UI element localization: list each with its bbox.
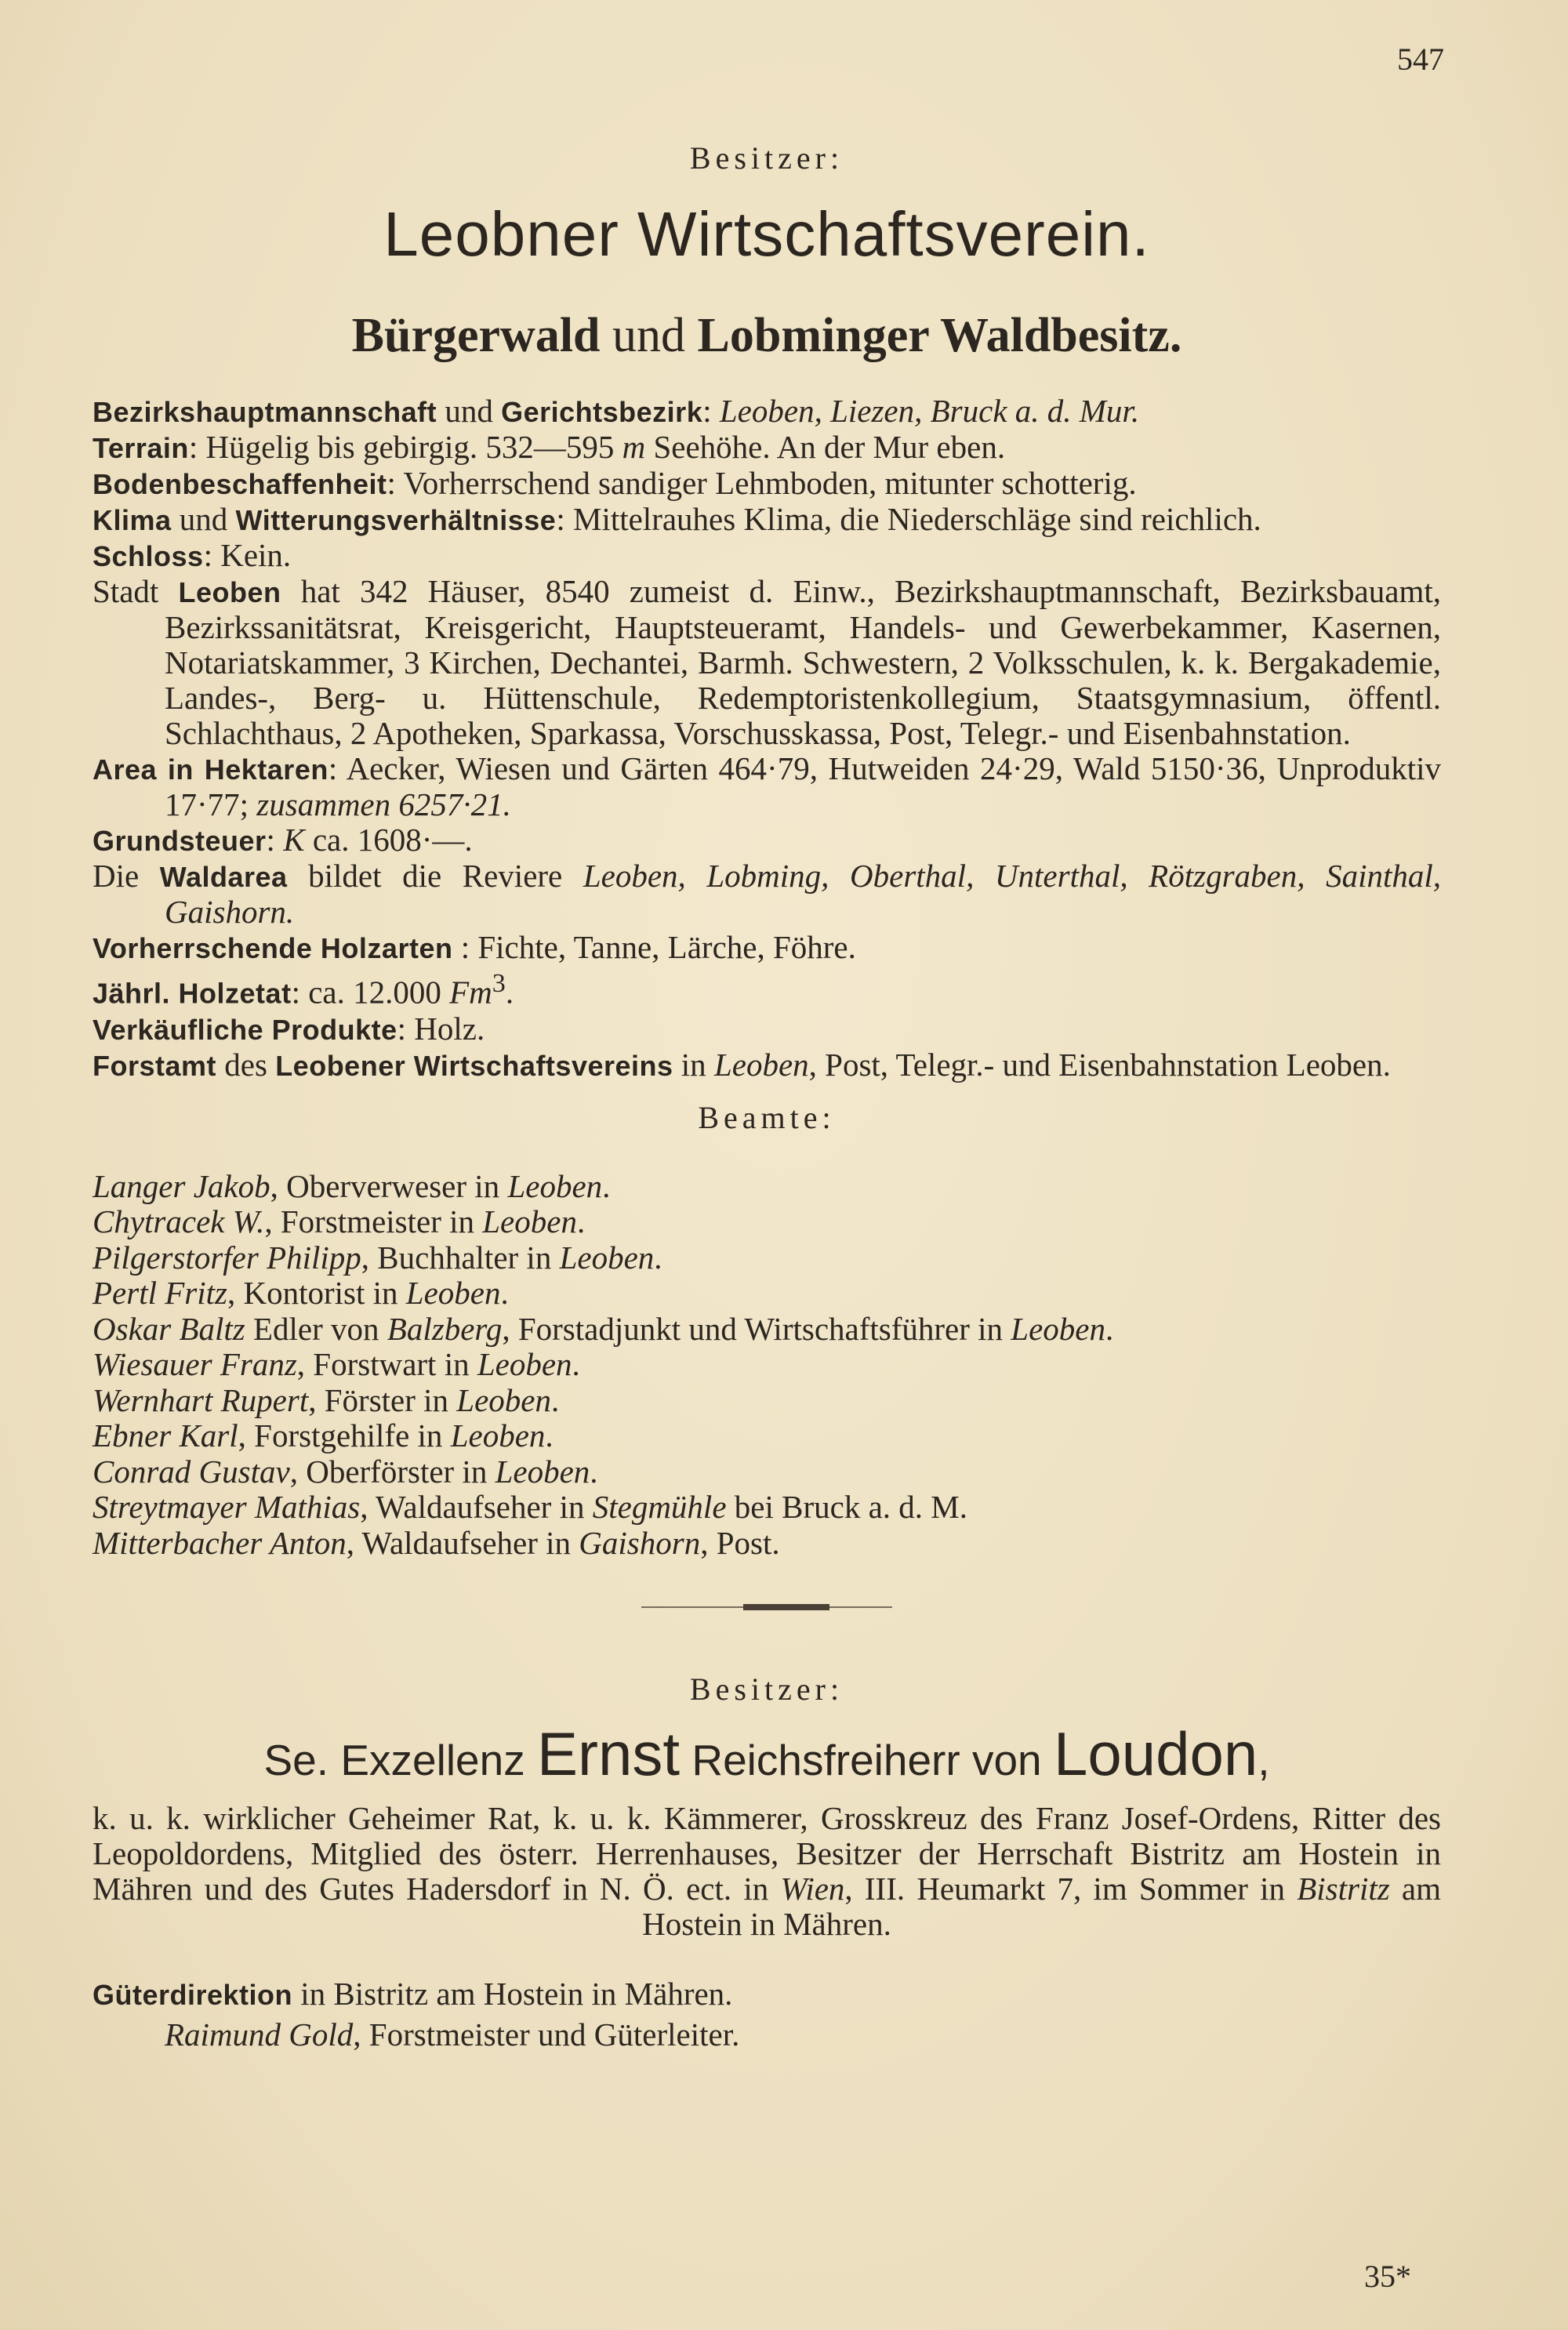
forstamt-place: Leoben	[713, 1046, 809, 1083]
staff-place: Leoben	[507, 1167, 603, 1204]
staff-place: Leoben	[482, 1203, 577, 1240]
holzarten-entry	[93, 930, 1441, 966]
staff-name: Pertl Fritz	[93, 1275, 227, 1312]
staff-item	[93, 1204, 1441, 1240]
desc-summer-place: Bistritz	[1297, 1871, 1390, 1907]
staff-place: Leoben	[559, 1239, 655, 1276]
gueterdirektion-value: in Bistritz am Hostein in Mähren.	[292, 1976, 733, 2012]
boden-sep: :	[387, 465, 404, 501]
holzetat-value: ca. 12.000	[308, 974, 450, 1011]
staff-place: Stegmühle	[592, 1489, 727, 1526]
area-label: Area in Hektaren	[93, 753, 328, 786]
desc-city: Wien	[780, 1871, 845, 1907]
staff-place-2: Leoben	[1011, 1310, 1105, 1347]
property-details	[93, 394, 1441, 1083]
waldarea-value: Leoben, Lobming, Oberthal, Unterthal, Rötzgraben, Sainthal, Gaishorn.	[165, 858, 1441, 930]
separator-rule	[641, 1606, 892, 1608]
staff-role: , Waldaufseher in	[346, 1524, 579, 1561]
staff-place: Gaishorn	[579, 1524, 701, 1561]
produkte-value: Holz.	[414, 1010, 485, 1047]
staff-end: .	[545, 1417, 554, 1454]
terrain-label: Terrain	[93, 432, 189, 464]
staff-name: Oskar Baltz	[93, 1310, 245, 1347]
staff-item	[93, 1276, 1441, 1312]
holzarten-label: Vorherrschende Holzarten	[93, 932, 453, 964]
waldarea-label: Waldarea	[159, 861, 288, 893]
holzarten-value: Fichte, Tanne, Lärche, Föhre.	[477, 929, 856, 965]
leader-name: Raimund Gold	[165, 2016, 354, 2053]
owner-title-mid: Reichsfreiherr von	[680, 1736, 1054, 1785]
grundsteuer-entry	[93, 822, 1441, 858]
holzetat-end: .	[505, 974, 514, 1011]
staff-list	[93, 1169, 1441, 1562]
grundsteuer-value: ca. 1608·—.	[304, 822, 473, 858]
staff-item	[93, 1240, 1441, 1276]
stadt-pre: Stadt	[93, 573, 179, 609]
staff-end: .	[572, 1346, 580, 1383]
terrain-entry	[93, 430, 1441, 466]
staff-name: Wernhart Rupert	[93, 1381, 309, 1418]
staff-name: Wiesauer Franz	[93, 1346, 297, 1383]
produkte-entry	[93, 1011, 1441, 1047]
owner-prefix: Se. Exzellenz	[263, 1736, 538, 1785]
staff-end: bei Bruck a. d. M.	[726, 1489, 967, 1526]
section-title	[93, 308, 1441, 364]
boden-label: Bodenbeschaffenheit	[93, 468, 387, 500]
staff-name: Streytmayer Mathias	[93, 1489, 361, 1526]
staff-item	[93, 1169, 1441, 1205]
desc-part1: k. u. k. wirklicher Geheimer Rat, k. u. k. Kämmerer, Grosskreuz des Franz Josef-Ordens, Ritter des Leopoldordens, Mitglied des österr. Herrenhauses, Besitzer der Herrschaft Bistritz am Hostein in Mähren und des Gutes Hadersdorf in N. Ö. ect. in	[93, 1800, 1441, 1907]
staff-name: Mitterbacher Anton	[93, 1524, 347, 1561]
staff-end: .	[654, 1239, 662, 1276]
owner-label-2: Besitzer:	[689, 1671, 844, 1708]
klima-sep: :	[556, 501, 573, 537]
staff-end: .	[602, 1167, 611, 1204]
staff-item	[93, 1383, 1441, 1419]
produkte-sep: :	[397, 1010, 415, 1047]
staff-role: , Buchhalter in	[361, 1239, 560, 1276]
staff-item	[93, 1418, 1441, 1454]
area-total: zusammen 6257·21.	[256, 786, 511, 822]
klima-entry	[93, 502, 1441, 538]
staff-role: , Kontorist in	[227, 1275, 406, 1312]
owner-name-2	[93, 1718, 1441, 1790]
forstamt-mid: des	[216, 1046, 276, 1083]
beamte-label: Beamte:	[698, 1099, 836, 1135]
klima-value: Mittelrauhes Klima, die Niederschläge sind reichlich.	[572, 501, 1261, 537]
staff-item	[93, 1347, 1441, 1383]
bezirk-sep: :	[702, 393, 720, 429]
section-separator	[93, 1606, 1441, 1608]
forstamt-org: Leobener Wirtschaftsvereins	[275, 1049, 673, 1082]
staff-place: Leoben	[495, 1453, 590, 1490]
stadt-name: Leoben	[178, 576, 281, 608]
boden-entry	[93, 466, 1441, 502]
staff-end: .	[550, 1381, 560, 1418]
staff-item	[93, 1526, 1441, 1562]
holzetat-sup: 3	[492, 969, 506, 998]
staff-name: Ebner Karl	[93, 1417, 238, 1454]
leader-role: , Forstmeister und Güterleiter.	[353, 2016, 740, 2053]
boden-value: Vorherrschend sandiger Lehmboden, mitunter schotterig.	[403, 465, 1137, 501]
staff-place: Leoben	[450, 1417, 546, 1454]
title-und: und	[600, 309, 698, 362]
grundsteuer-label: Grundsteuer	[93, 825, 267, 857]
leader-entry	[93, 2017, 1441, 2053]
desc-part3: am Hostein in Mähren.	[642, 1871, 1441, 1943]
stadt-entry	[93, 574, 1441, 751]
grundsteuer-sep: :	[266, 822, 284, 858]
signature-mark: 35*	[1364, 2259, 1411, 2294]
staff-item	[93, 1490, 1441, 1526]
owner-end: ,	[1258, 1736, 1270, 1785]
staff-place: Leoben	[477, 1346, 572, 1383]
staff-end: , Forstadjunkt und Wirtschaftsführer in	[502, 1310, 1011, 1347]
staff-name: Chytracek W.	[93, 1203, 265, 1240]
waldarea-entry	[93, 858, 1441, 930]
owner-description	[93, 1801, 1441, 1942]
title-lobminger: Lobminger Waldbesitz.	[697, 309, 1182, 362]
staff-role: , Forstmeister in	[264, 1203, 483, 1240]
forstamt-mid2: in	[673, 1046, 714, 1083]
area-entry	[93, 751, 1441, 822]
holzetat-entry	[93, 966, 1441, 1011]
staff-role: , Forstgehilfe in	[238, 1417, 451, 1454]
holzetat-unit: Fm	[449, 974, 492, 1011]
schloss-value: Kein.	[220, 537, 292, 573]
staff-place: Leoben	[405, 1275, 501, 1312]
staff-name: Pilgerstorfer Philipp	[93, 1239, 361, 1276]
grundsteuer-currency: K	[283, 822, 305, 858]
owner-last-name: Loudon	[1053, 1719, 1258, 1789]
forstamt-value: , Post, Telegr.- und Eisenbahnstation Leoben.	[808, 1046, 1391, 1083]
staff-place: Balzberg	[387, 1310, 503, 1347]
owner-first-name: Ernst	[537, 1719, 681, 1789]
staff-role: , Oberverweser in	[270, 1167, 508, 1204]
waldarea-pre: Die	[93, 858, 160, 894]
staff-end: .	[590, 1453, 598, 1490]
owner-name: Leobner Wirtschaftsverein.	[383, 199, 1150, 269]
terrain-unit: m	[622, 429, 646, 465]
staff-role: , Oberförster in	[289, 1453, 495, 1490]
klima-mid: und	[171, 501, 236, 537]
bezirk-value: Leoben, Liezen, Bruck a. d. Mur.	[719, 393, 1140, 429]
bezirk-label: Bezirkshauptmannschaft	[93, 396, 437, 428]
produkte-label: Verkäufliche Produkte	[93, 1013, 397, 1046]
holzetat-label: Jährl. Holzetat	[93, 977, 292, 1010]
page-content	[93, 0, 1441, 2053]
forstamt-entry	[93, 1047, 1441, 1083]
terrain-value: Hügelig bis gebirgig. 532—595	[205, 429, 622, 465]
witterung-label: Witterungsverhältnisse	[235, 504, 557, 536]
staff-item	[93, 1312, 1441, 1348]
staff-end-2: .	[1105, 1310, 1114, 1347]
staff-place: Leoben	[456, 1381, 551, 1418]
desc-part2: , III. Heumarkt 7, im Sommer in	[844, 1871, 1298, 1907]
waldarea-mid: bildet die Reviere	[287, 858, 583, 894]
staff-end: .	[576, 1203, 586, 1240]
gueterdirektion-entry	[93, 1976, 1441, 2012]
terrain-sep: :	[188, 429, 206, 465]
staff-role: Edler von	[245, 1310, 387, 1347]
stadt-value: hat 342 Häuser, 8540 zumeist d. Einw., Bezirkshauptmannschaft, Bezirksbauamt, Bezirkssanitätsrat, Kreisgericht, Hauptsteueramt, Handels- und Gewerbekammer, Kasernen, Notariatskammer, 3 Kirchen, Dechantei, Barmh. Schwestern, 2 Volksschulen, k. k. Bergakademie, Landes-, Berg- u. Hüttenschule, Redemptoristenkollegium, Staatsgymnasium, öffentl. Schlachthaus, 2 Apotheken, Sparkassa, Vorschusskassa, Post, Telegr.- und Eisenbahnstation.	[165, 573, 1441, 751]
schloss-sep: :	[203, 537, 221, 573]
gueterdirektion-label: Güterdirektion	[93, 1979, 293, 2012]
schloss-entry	[93, 538, 1441, 574]
klima-label: Klima	[93, 504, 172, 536]
area-sep: :	[328, 750, 347, 786]
staff-item	[93, 1454, 1441, 1490]
bezirk-mid: und	[437, 393, 502, 429]
area-value: Aecker, Wiesen und Gärten 464·79, Hutweiden 24·29, Wald 5150·36, Unproduktiv 17·77;	[165, 750, 1441, 822]
bezirk-entry	[93, 394, 1441, 430]
staff-end: , Post.	[700, 1524, 780, 1561]
schloss-label: Schloss	[93, 540, 204, 572]
gerichtsbezirk-label: Gerichtsbezirk	[501, 396, 703, 428]
page-number: 547	[1397, 42, 1444, 77]
staff-role: , Waldaufseher in	[360, 1489, 593, 1526]
holzetat-sep: :	[291, 974, 309, 1011]
staff-role: , Forstwart in	[296, 1346, 477, 1383]
terrain-value-end: Seehöhe. An der Mur eben.	[645, 429, 1006, 465]
staff-name: Langer Jakob	[93, 1167, 270, 1204]
staff-name: Conrad Gustav	[93, 1453, 290, 1490]
title-buergerwald: Bürgerwald	[351, 309, 601, 362]
staff-end: .	[500, 1275, 509, 1312]
forstamt-label: Forstamt	[93, 1049, 217, 1082]
staff-role: , Förster in	[308, 1381, 457, 1418]
owner-label: Besitzer:	[689, 140, 844, 176]
holzarten-sep: :	[452, 929, 478, 965]
